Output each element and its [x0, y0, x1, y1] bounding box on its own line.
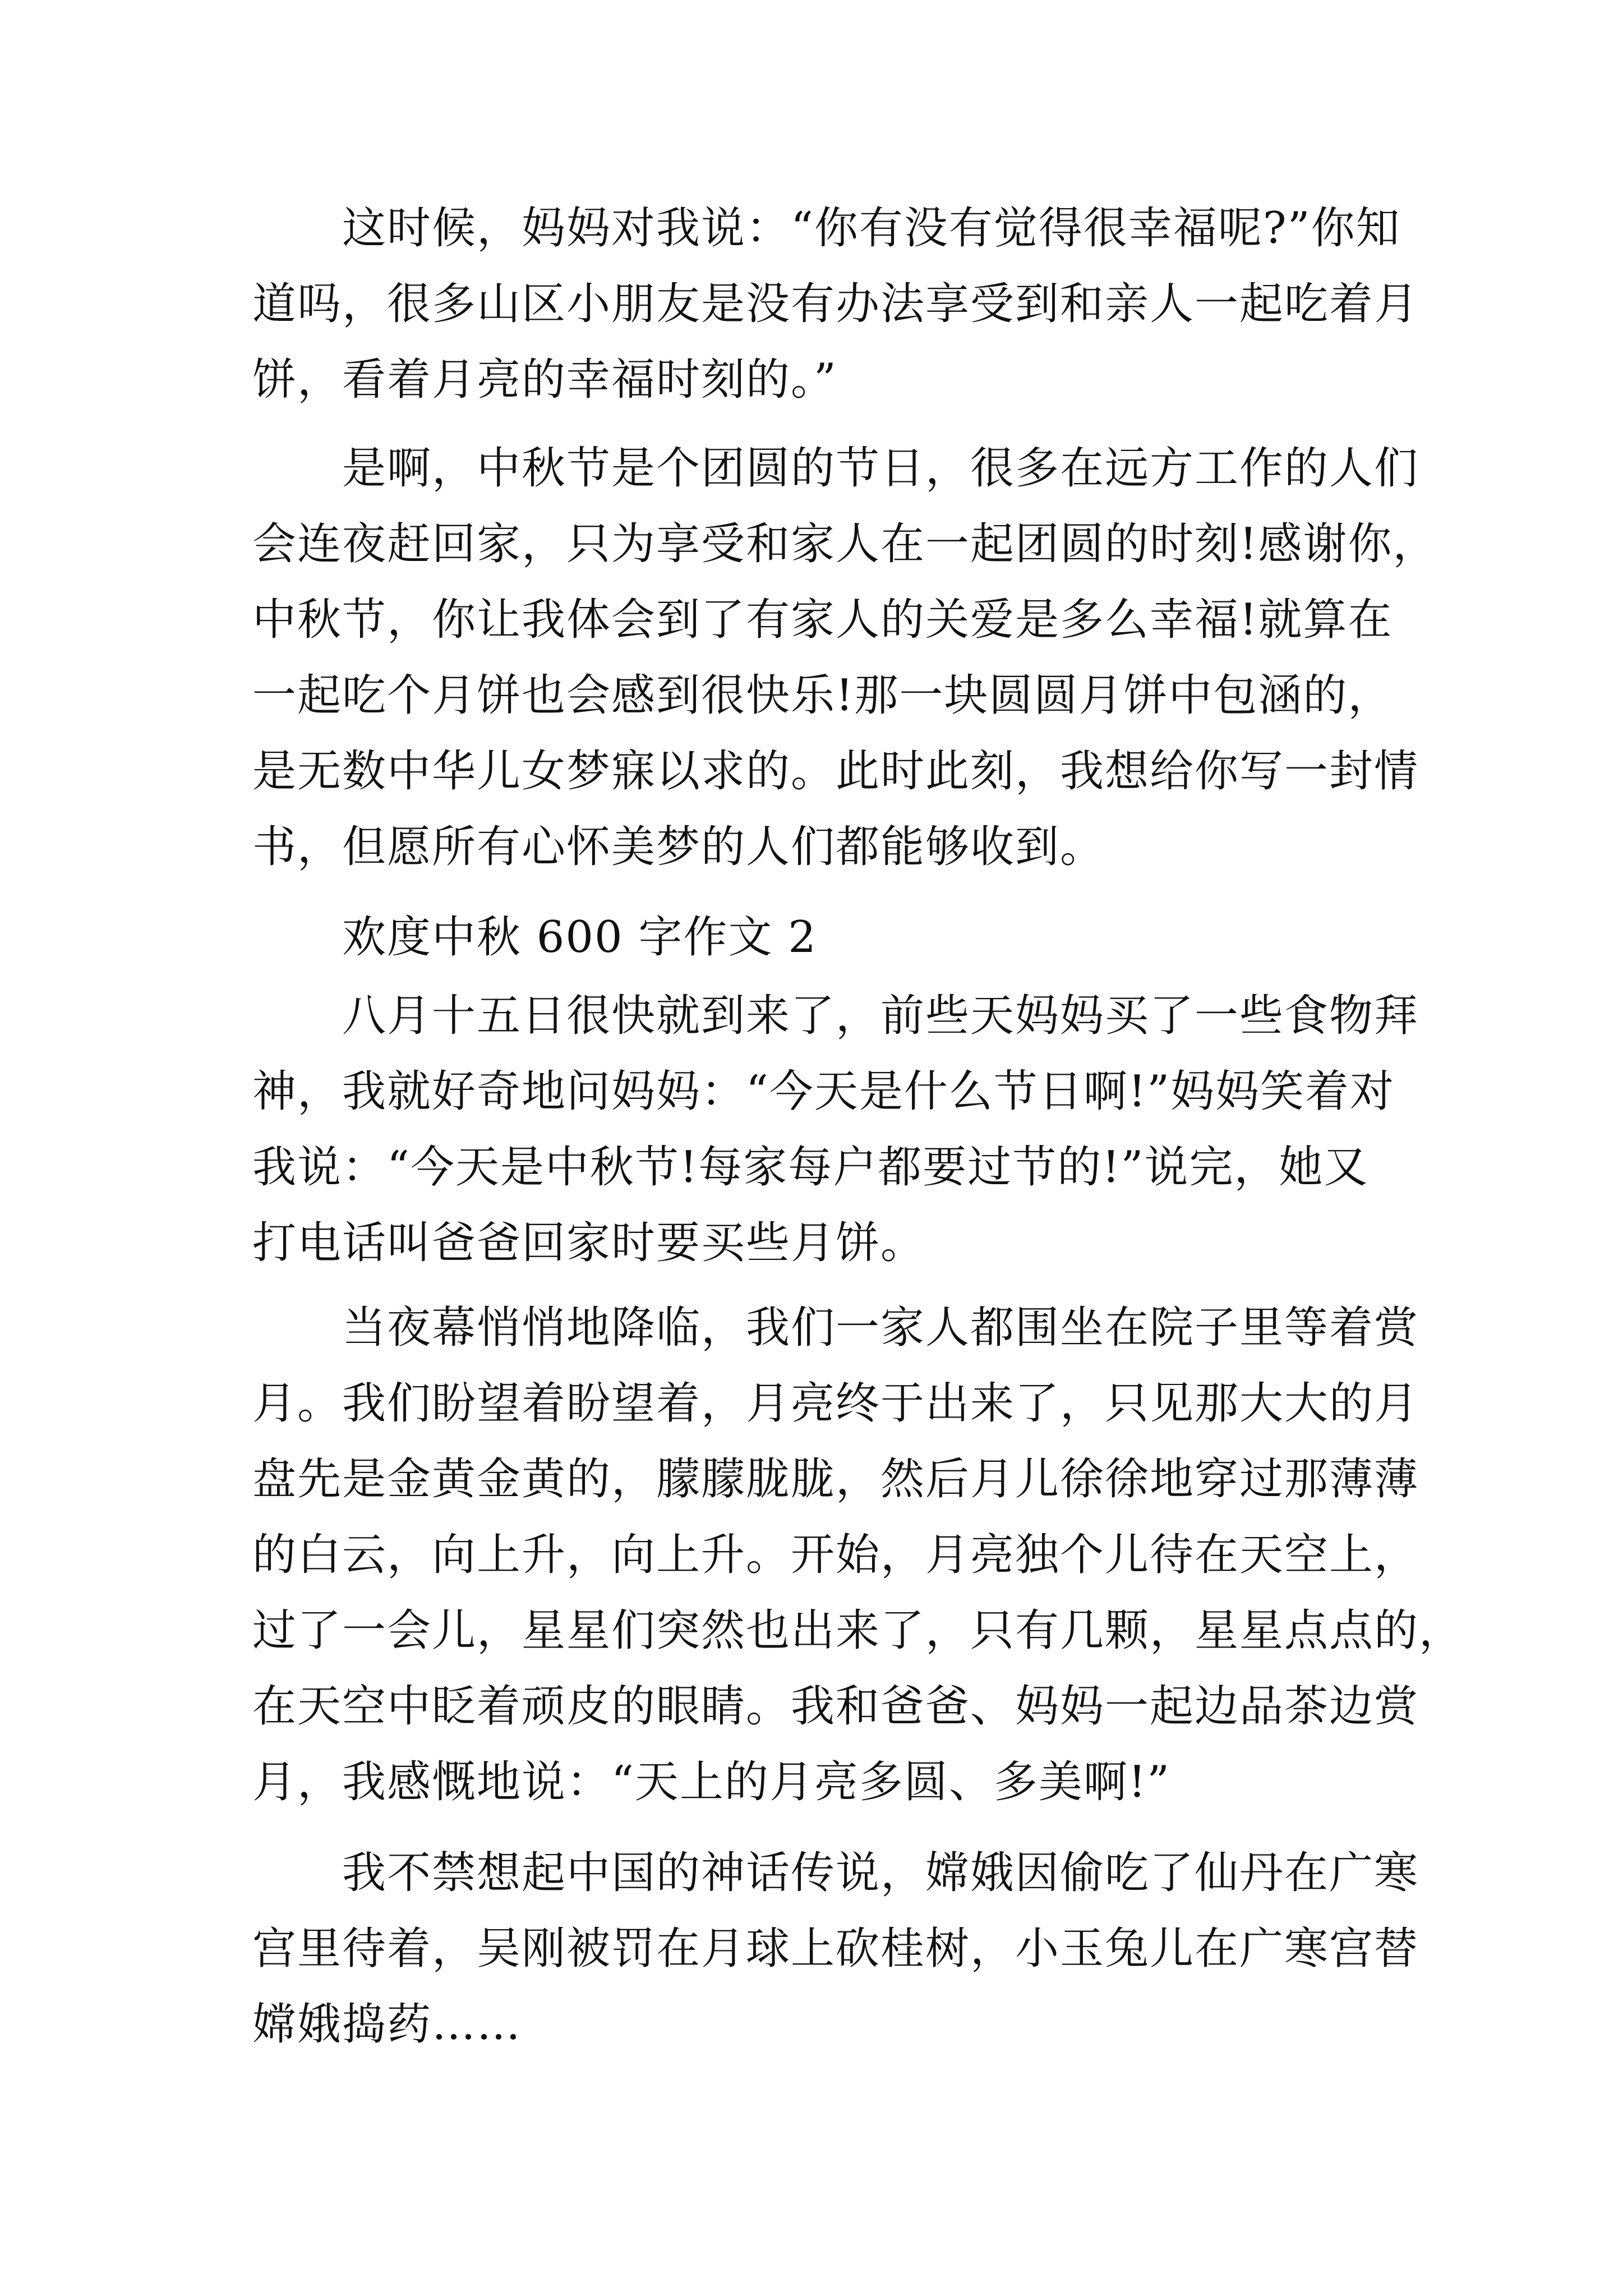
text-line: 我不禁想起中国的神话传说，嫦娥因偷吃了仙丹在广寒	[342, 1848, 1419, 1898]
text-line: 道吗，很多山区小朋友是没有办法享受到和亲人一起吃着月	[252, 279, 1419, 329]
paragraph-1	[252, 191, 1419, 418]
text-line: 这时候，妈妈对我说：“你有没有觉得很幸福呢?”你知	[342, 203, 1401, 254]
section-heading	[252, 900, 1396, 976]
heading-text: 欢度中秋 600 字作文 2	[342, 912, 817, 963]
text-line: 过了一会儿，星星们突然也出来了，只有几颗，星星点点的，	[252, 1605, 1464, 1656]
paragraph-5	[252, 1835, 1419, 2063]
text-line: 会连夜赶回家，只为享受和家人在一起团圆的时刻!感谢你，	[252, 519, 1438, 569]
text-line: 嫦娥捣药……	[252, 1999, 522, 2050]
text-line: 打电话叫爸爸回家时要买些月饼。	[252, 1218, 926, 1268]
text-line: 中秋节，你让我体会到了有家人的关爱是多么幸福!就算在	[252, 595, 1393, 645]
paragraph-2	[252, 431, 1438, 885]
text-line: 饼，看着月亮的幸福时刻的。”	[252, 355, 837, 405]
text-line: 是无数中华儿女梦寐以求的。此时此刻，我想给你写一封情	[252, 746, 1419, 797]
text-line: 我说：“今天是中秋节!每家每户都要过节的!”说完，她又	[252, 1142, 1369, 1193]
text-line: 当夜幕悄悄地降临，我们一家人都围坐在院子里等着赏	[342, 1303, 1419, 1353]
text-line: 宫里待着，吴刚被罚在月球上砍桂树，小玉兔儿在广寒宫替	[252, 1924, 1419, 1974]
text-line: 书，但愿所有心怀美梦的人们都能够收到。	[252, 822, 1105, 872]
paragraph-4	[252, 1290, 1464, 1820]
paragraph-3	[252, 978, 1419, 1281]
text-line: 八月十五日很快就到来了，前些天妈妈买了一些食物拜	[342, 991, 1419, 1041]
text-line: 是啊，中秋节是个团圆的节日，很多在远方工作的人们	[342, 443, 1419, 494]
text-line: 一起吃个月饼也会感到很快乐!那一块圆圆月饼中包涵的，	[252, 670, 1393, 721]
text-line: 月。我们盼望着盼望着，月亮终于出来了，只见那大大的月	[252, 1378, 1419, 1429]
text-line: 的白云，向上升，向上升。开始，月亮独个儿待在天空上，	[252, 1530, 1419, 1580]
text-line: 神，我就好奇地问妈妈：“今天是什么节日啊!”妈妈笑着对	[252, 1066, 1395, 1117]
text-line: 盘先是金黄金黄的，朦朦胧胧，然后月儿徐徐地穿过那薄薄	[252, 1454, 1419, 1504]
text-line: 月，我感慨地说：“天上的月亮多圆、多美啊!”	[252, 1757, 1171, 1807]
text-line: 在天空中眨着顽皮的眼睛。我和爸爸、妈妈一起边品茶边赏	[252, 1681, 1419, 1732]
